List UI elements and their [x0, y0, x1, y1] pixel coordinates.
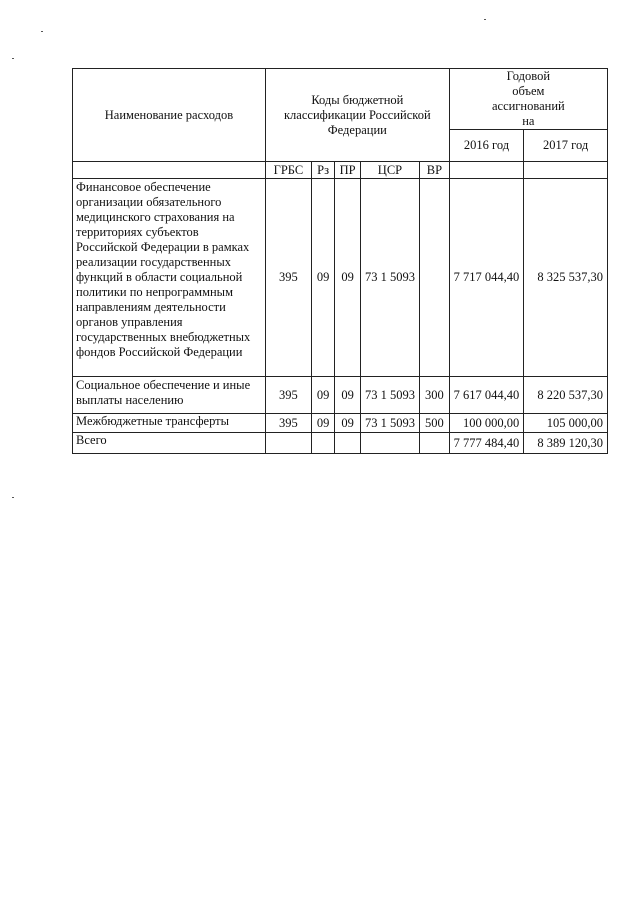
row-rz: 09 [311, 414, 334, 433]
row-grbs: 395 [265, 377, 311, 414]
scan-speck [484, 19, 486, 20]
row-amount-2016: 100 000,00 [449, 414, 524, 433]
header-pr: ПР [335, 162, 361, 179]
row-amount-2017: 8 325 537,30 [524, 179, 608, 377]
table-row [73, 414, 608, 433]
header-vr: ВР [420, 162, 450, 179]
row-csr: 73 1 5093 [360, 377, 419, 414]
header-blank-cell [449, 162, 524, 179]
total-amount-2017: 8 389 120,30 [524, 433, 608, 454]
header-year-2016: 2016 год [449, 130, 524, 162]
table-row [73, 179, 608, 377]
header-expense-name: Наименование расходов [73, 69, 266, 162]
row-expense-name: Межбюджетные трансферты [73, 414, 266, 433]
table-row [73, 377, 608, 414]
header-csr: ЦСР [360, 162, 419, 179]
header-year-2017: 2017 год [524, 130, 608, 162]
total-blank-cell [335, 433, 361, 454]
header-blank-cell [524, 162, 608, 179]
total-blank-cell [360, 433, 419, 454]
row-vr: 300 [420, 377, 450, 414]
row-csr: 73 1 5093 [360, 179, 419, 377]
row-grbs: 395 [265, 179, 311, 377]
row-amount-2016: 7 617 044,40 [449, 377, 524, 414]
row-amount-2016: 7 717 044,40 [449, 179, 524, 377]
row-rz: 09 [311, 179, 334, 377]
row-pr: 09 [335, 414, 361, 433]
row-expense-name: Социальное обеспечение и иные выплаты населению [73, 377, 266, 414]
header-annual-volume: Годовой объем ассигнований на [449, 69, 607, 130]
total-label: Всего [73, 433, 266, 454]
row-amount-2017: 105 000,00 [524, 414, 608, 433]
total-row [73, 433, 608, 454]
scan-speck [12, 497, 14, 498]
row-grbs: 395 [265, 414, 311, 433]
total-blank-cell [420, 433, 450, 454]
row-pr: 09 [335, 179, 361, 377]
header-grbs: ГРБС [265, 162, 311, 179]
row-amount-2017: 8 220 537,30 [524, 377, 608, 414]
budget-table [72, 68, 608, 454]
row-rz: 09 [311, 377, 334, 414]
total-blank-cell [311, 433, 334, 454]
scan-speck [12, 58, 14, 59]
header-blank-cell [73, 162, 266, 179]
row-vr: 500 [420, 414, 450, 433]
header-rz: Рз [311, 162, 334, 179]
scan-speck [41, 31, 43, 32]
row-vr [420, 179, 450, 377]
total-amount-2016: 7 777 484,40 [449, 433, 524, 454]
row-csr: 73 1 5093 [360, 414, 419, 433]
total-blank-cell [265, 433, 311, 454]
header-budget-codes: Коды бюджетной классификации Российской Федерации [265, 69, 449, 162]
row-expense-name: Финансовое обеспечение организации обязательного медицинского страхования на территориях субъектов Российской Федерации в рамках реализации государственных функций в области социальной политики по непрограммным направлениям деятельности органов управления государственных внебюджетных фондов Российской Федерации [73, 179, 266, 377]
row-pr: 09 [335, 377, 361, 414]
